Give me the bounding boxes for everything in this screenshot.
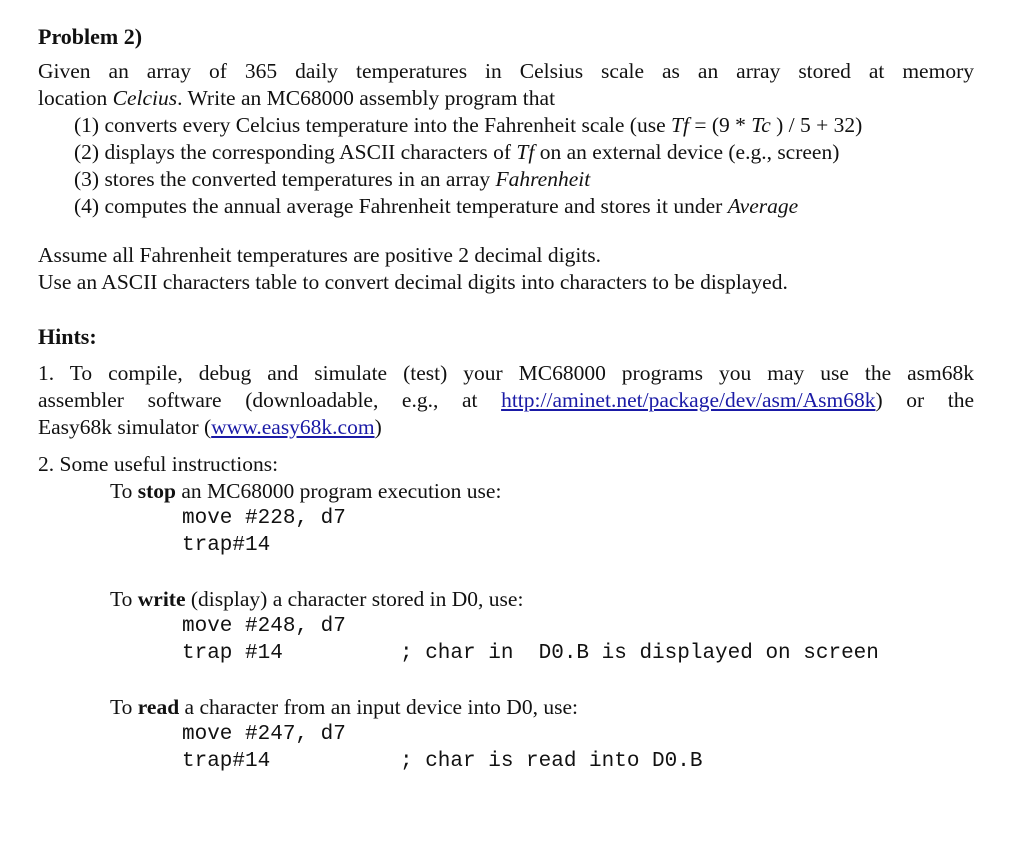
hint-text: ) <box>374 415 382 439</box>
hints-title: Hints: <box>38 324 97 349</box>
celcius-var: Celcius <box>112 86 178 110</box>
intro-line-2 <box>38 85 974 112</box>
document-page <box>38 22 974 775</box>
write-instruction <box>38 586 974 613</box>
step-3 <box>38 166 974 193</box>
hint-text: Easy68k simulator ( <box>38 415 212 439</box>
code-comment: ; char in D0.B is displayed on screen <box>400 642 879 665</box>
hint-1-line-1: 1. To compile, debug and simulate (test) your MC68000 programs you may use the asm68k <box>38 361 974 385</box>
code-text: trap #14 <box>182 642 283 665</box>
intro-text: location <box>38 86 113 110</box>
step-4 <box>38 193 974 220</box>
hint-1-line-3 <box>38 414 974 441</box>
instruction-text: an MC68000 program execution use: <box>176 479 502 503</box>
fahrenheit-var: Fahrenheit <box>495 167 591 191</box>
step-text: ) / 5 + 32) <box>770 113 863 137</box>
step-text: (1) converts every Celcius temperature into the Fahrenheit scale (use <box>74 113 671 137</box>
code-line: move #247, d7 <box>182 723 346 746</box>
asm68k-link[interactable]: http://aminet.net/package/dev/asm/Asm68k <box>501 388 876 412</box>
intro-line-1: Given an array of 365 daily temperatures in Celsius scale as an array stored at memory <box>38 59 974 83</box>
tf-var: Tf <box>516 140 535 164</box>
read-keyword: read <box>137 695 180 719</box>
code-line: move #248, d7 <box>182 615 346 638</box>
easy68k-link[interactable]: www.easy68k.com <box>211 415 375 439</box>
step-text: on an external device (e.g., screen) <box>534 140 840 164</box>
code-line-with-comment <box>38 748 974 775</box>
step-text: (4) computes the annual average Fahrenheit temperature and stores it under <box>74 194 728 218</box>
assumption-2: Use an ASCII characters table to convert decimal digits into characters to be displayed. <box>38 270 788 294</box>
code-text: trap#14 <box>182 750 271 773</box>
instruction-text: To <box>110 587 138 611</box>
assumption-1: Assume all Fahrenheit temperatures are positive 2 decimal digits. <box>38 243 602 267</box>
hint-1-line-2 <box>38 387 974 414</box>
instruction-text: (display) a character stored in D0, use: <box>185 587 524 611</box>
read-instruction <box>38 694 974 721</box>
instruction-text: To <box>110 479 138 503</box>
stop-keyword: stop <box>137 479 176 503</box>
step-1 <box>38 112 974 139</box>
average-var: Average <box>727 194 799 218</box>
step-text: = (9 * <box>688 113 752 137</box>
code-line: trap#14 <box>182 534 271 557</box>
code-comment: ; char is read into D0.B <box>400 750 703 773</box>
code-line: move #228, d7 <box>182 507 346 530</box>
write-keyword: write <box>137 587 186 611</box>
step-text: (3) stores the converted temperatures in an array <box>74 167 496 191</box>
tf-var: Tf <box>671 113 689 137</box>
instruction-text: To <box>110 695 138 719</box>
hint-text: ) or the <box>875 388 974 412</box>
tc-var: Tc <box>751 113 771 137</box>
step-2 <box>38 139 974 166</box>
code-line-with-comment <box>38 640 974 667</box>
instruction-text: a character from an input device into D0, use: <box>179 695 578 719</box>
problem-title: Problem 2) <box>38 24 143 49</box>
hint-2-title: 2. Some useful instructions: <box>38 452 279 476</box>
stop-instruction <box>38 478 974 505</box>
hint-text: assembler software (downloadable, e.g., at <box>38 388 502 412</box>
step-text: (2) displays the corresponding ASCII characters of <box>74 140 517 164</box>
intro-text: . Write an MC68000 assembly program that <box>177 86 556 110</box>
